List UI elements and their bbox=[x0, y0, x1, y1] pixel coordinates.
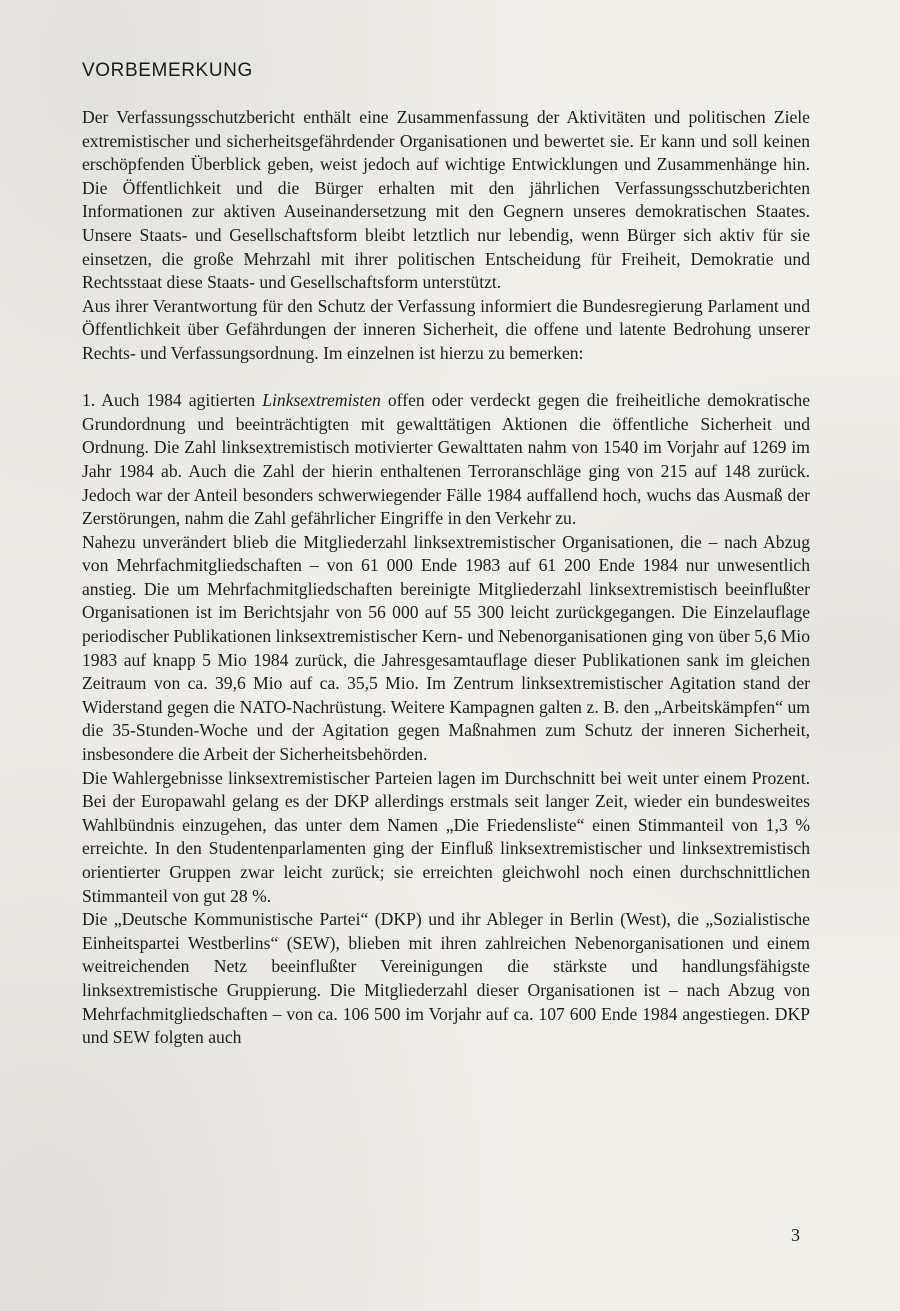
paragraph-intro: Der Verfassungsschutzbericht enthält eine Zusammenfassung der Aktivitäten und politischen Ziele extremistischer und sicherheitsgefährdender Organisationen und bewertet sie. Er kann und soll keinen erschöpfenden Überblick geben, weist jedoch auf wichtige Entwicklungen und Zusammenhänge hin. Die Öffentlichkeit und die Bürger erhalten mit den jährlichen Verfassungsschutzberichten Informationen zur aktiven Auseinandersetzung mit den Gegnern unseres demokratischen Staates. Unsere Staats- und Gesellschaftsform bleibt letztlich nur lebendig, wenn Bürger sich aktiv für sie einsetzen, die große Mehrzahl mit ihrer politischen Entscheidung für Freiheit, Demokratie und Rechtsstaat diese Staats- und Gesellschaftsform unterstützt. bbox=[82, 107, 810, 293]
paragraph-membership: Nahezu unverändert blieb die Mitgliederzahl linksextremistischer Organisationen, die – nach Abzug von Mehrfachmitgliedschaften – von 61 000 Ende 1983 auf 61 200 Ende 1984 nur unwesentlich anstieg. Die um Mehrfachmitgliedschaften bereinigte Mitgliederzahl linksextremistisch beeinflußter Organisationen ist im Berichtsjahr von 56 000 auf 55 300 leicht zurückgegangen. Die Einzelauflage periodischer Publikationen linksextremistischer Kern- und Nebenorganisationen ging von über 5,6 Mio 1983 auf knapp 5 Mio 1984 zurück, die Jahresgesamtauflage dieser Publikationen sank im gleichen Zeitraum von ca. 39,6 Mio auf ca. 35,5 Mio. Im Zentrum linksextremistischer Agitation stand der Widerstand gegen die NATO-Nachrüstung. Weitere Kampagnen galten z. B. den „Arbeitskämpfen“ um die 35-Stunden-Woche und der Agitation gegen Maßnahmen zum Schutz der inneren Sicherheit, insbesondere die Arbeit der Sicherheitsbehörden. bbox=[82, 531, 810, 765]
page-number: 3 bbox=[791, 1225, 800, 1245]
paragraph-elections: Die Wahlergebnisse linksextremistischer Parteien lagen im Durchschnitt bei weit unter einem Prozent. Bei der Europawahl gelang es der DKP allerdings erstmals seit langer Zeit, wieder ein bundesweites Wahlbündnis einzugehen, das unter dem Namen „Die Friedensliste“ einen Stimmanteil von 1,3 % erreichte. In den Studentenparlamenten ging der Einfluß linksextremistischer und linksextremistisch orientierter Gruppen zwar leicht zurück; sie erreichten gleichwohl noch einen durchschnittlichen Stimmanteil von gut 28 %. bbox=[82, 767, 810, 906]
paragraph-responsibility: Aus ihrer Verantwortung für den Schutz der Verfassung informiert die Bundesregierung Parlament und Öffentlichkeit über Gefährdungen der inneren Sicherheit, die offene und latente Bedrohung unserer Rechts- und Verfassungsordnung. Im einzelnen ist hierzu zu bemerken: bbox=[82, 295, 810, 363]
point-1-lead: 1. Auch 1984 agitierten bbox=[82, 390, 263, 411]
point-1-rest: offen oder verdeckt gegen die freiheitliche demokratische Grundordnung und beeinträchtigten mit gewalttätigen Aktionen die öffentliche Sicherheit und Ordnung. Die Zahl linksextremistisch motivierter Gewalttaten nahm von 1540 im Vorjahr auf 1269 im Jahr 1984 ab. Auch die Zahl der hierin enthaltenen Terroranschläge ging von 215 auf 148 zurück. Jedoch war der Anteil besonders schwerwiegender Fälle 1984 auffallend hoch, wuchs das Ausmaß der Zerstörungen, nahm die Zahl gefährlicher Eingriffe in den Verkehr zu. bbox=[82, 390, 811, 529]
point-1-emphasis: Linksextremisten bbox=[262, 390, 381, 411]
paragraph-dkp: Die „Deutsche Kommunistische Partei“ (DKP) und ihr Ableger in Berlin (West), die „Sozialistische Einheitspartei Westberlins“ (SEW), blieben mit ihren zahlreichen Nebenorganisationen und einem weitreichenden Netz beeinflußter Vereinigungen die stärkste und handlungsfähigste linksextremistische Gruppierung. Die Mitgliederzahl dieser Organisationen ist – nach Abzug von Mehrfachmitgliedschaften – von ca. 106 500 im Vorjahr auf ca. 107 600 Ende 1984 angestiegen. DKP und SEW folgten auch bbox=[82, 909, 810, 1048]
page-heading: VORBEMERKUNG bbox=[82, 60, 253, 81]
body-text bbox=[82, 106, 810, 1050]
paragraph-point-1 bbox=[82, 389, 810, 531]
